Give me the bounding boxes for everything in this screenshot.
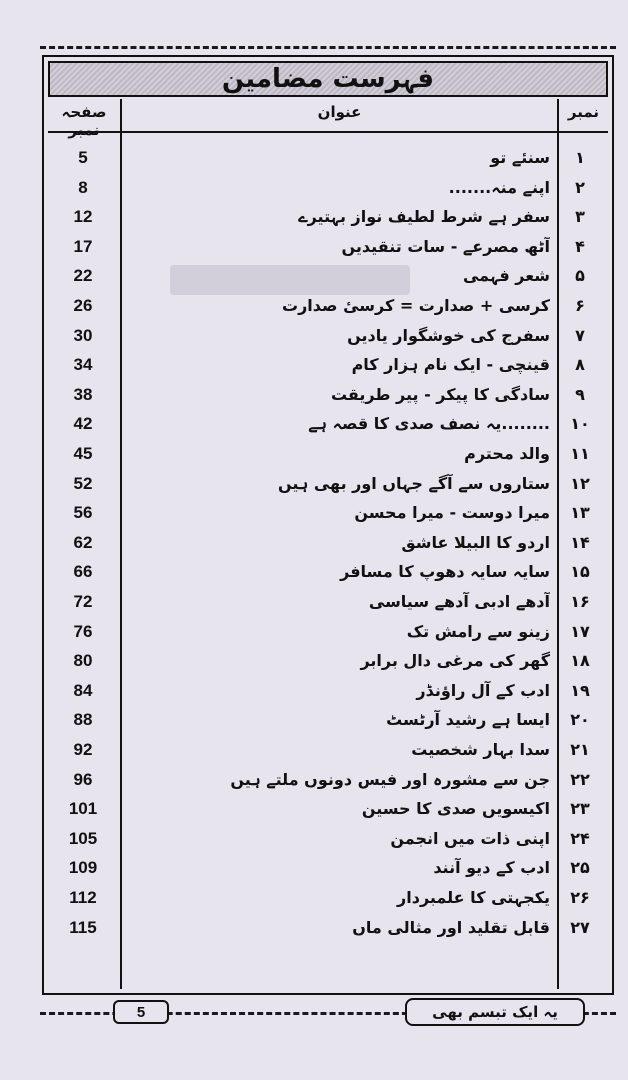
header-number: نمبر bbox=[567, 103, 600, 121]
entry-number: ۱۲ bbox=[570, 473, 590, 493]
entry-page: 5 bbox=[78, 148, 88, 167]
entry-number: ۱۵ bbox=[570, 562, 590, 582]
entry-number: ۲۲ bbox=[570, 769, 590, 789]
table-row bbox=[48, 853, 608, 882]
entry-page: 109 bbox=[68, 858, 98, 878]
entry-title: اپنے منہ....... bbox=[448, 177, 550, 197]
table-row bbox=[48, 705, 608, 734]
entry-number: ۸ bbox=[575, 355, 585, 375]
entry-number: ۳ bbox=[575, 207, 585, 227]
table-row bbox=[48, 676, 608, 705]
entry-title: سادگی کا پیکر - پیر طریقت bbox=[330, 384, 550, 404]
entry-page: 66 bbox=[73, 562, 93, 582]
entry-title: ستاروں سے آگے جہاں اور بھی ہیں bbox=[277, 473, 550, 493]
entry-number: ۱۴ bbox=[570, 532, 590, 552]
entry-page: 101 bbox=[68, 799, 98, 819]
entry-title: اکیسویں صدی کا حسین bbox=[361, 799, 550, 819]
entry-page: 42 bbox=[73, 414, 93, 434]
entry-number: ۱۱ bbox=[570, 444, 590, 463]
header-title: عنوان bbox=[317, 103, 362, 121]
entry-title: آدھے ادبی آدھے سیاسی bbox=[368, 592, 550, 611]
entry-page: 112 bbox=[69, 888, 97, 907]
entry-page: 76 bbox=[73, 621, 93, 641]
header-divider bbox=[48, 131, 608, 133]
entry-page: 105 bbox=[68, 828, 98, 848]
entry-page: 52 bbox=[73, 473, 93, 493]
faint-watermark bbox=[160, 245, 420, 315]
entry-title: گھر کی مرغی دال برابر bbox=[360, 651, 550, 671]
table-row bbox=[48, 735, 608, 764]
entry-page: 17 bbox=[73, 236, 93, 256]
entry-page: 38 bbox=[73, 384, 93, 404]
entry-number: ۲۴ bbox=[570, 828, 590, 848]
table-row bbox=[48, 469, 608, 498]
table-row bbox=[48, 321, 608, 350]
entry-number: ۶ bbox=[575, 296, 585, 315]
table-row bbox=[48, 883, 608, 912]
entry-title: سدا بہار شخصیت bbox=[411, 740, 550, 759]
table-row bbox=[48, 528, 608, 557]
entry-title: قینچی - ایک نام ہزار کام bbox=[351, 355, 550, 375]
table-row bbox=[48, 350, 608, 379]
table-row bbox=[48, 409, 608, 438]
entry-title: اردو کا البیلا عاشق bbox=[401, 532, 550, 552]
entry-page: 88 bbox=[73, 710, 93, 730]
entry-number: ۱۹ bbox=[570, 680, 590, 700]
entry-title: ادب کے دیو آنند bbox=[433, 858, 550, 878]
entry-number: ۲۷ bbox=[570, 917, 590, 937]
entry-page: 62 bbox=[73, 532, 93, 552]
entry-title: ایسا ہے رشید آرٹسٹ bbox=[386, 710, 550, 730]
table-row bbox=[48, 794, 608, 823]
entry-number: ۵ bbox=[575, 266, 585, 286]
entry-page: 96 bbox=[73, 769, 93, 789]
entry-number: ۱۰ bbox=[570, 414, 590, 434]
entry-page: 8 bbox=[78, 177, 88, 197]
entry-number: ۱ bbox=[575, 148, 585, 167]
table-row bbox=[48, 498, 608, 527]
entry-number: ۱۸ bbox=[570, 651, 590, 671]
page-title: فہرست مضامین bbox=[221, 64, 435, 94]
contents-frame bbox=[42, 55, 614, 995]
entry-title: والد محترم bbox=[464, 444, 550, 463]
entry-title: ادب کے آل راؤنڈر bbox=[416, 680, 550, 700]
table-row bbox=[48, 143, 608, 172]
table-row bbox=[48, 646, 608, 675]
title-banner bbox=[48, 61, 608, 97]
entry-title: اپنی ذات میں انجمن bbox=[390, 828, 550, 848]
entry-page: 26 bbox=[73, 296, 93, 315]
entry-number: ۱۷ bbox=[570, 621, 590, 641]
entry-page: 30 bbox=[73, 325, 93, 345]
table-row bbox=[48, 587, 608, 616]
table-row bbox=[48, 202, 608, 231]
entry-page: 12 bbox=[73, 207, 93, 227]
entry-title: قابل تقلید اور مثالی ماں bbox=[352, 917, 550, 937]
entry-page: 45 bbox=[73, 444, 93, 463]
entry-number: ۲۳ bbox=[570, 799, 590, 819]
entry-title: سنئے تو bbox=[490, 148, 550, 167]
entry-title: میرا دوست - میرا محسن bbox=[354, 503, 550, 523]
entry-title: سفر ہے شرط لطیف نواز بہتیرے bbox=[298, 207, 550, 227]
entry-page: 84 bbox=[73, 680, 93, 700]
table-row bbox=[48, 439, 608, 468]
table-row bbox=[48, 380, 608, 409]
entry-page: 115 bbox=[69, 917, 97, 937]
entry-number: ۴ bbox=[575, 236, 585, 256]
entry-title: کرسی + صدارت = کرسیٔ صدارت bbox=[282, 296, 550, 315]
entry-page: 72 bbox=[73, 592, 93, 611]
entry-number: ۲۶ bbox=[570, 888, 590, 907]
entry-number: ۲۱ bbox=[570, 740, 590, 759]
table-row bbox=[48, 557, 608, 586]
top-dashed-rule bbox=[40, 46, 616, 49]
entry-title: زینو سے رامش تک bbox=[406, 621, 550, 641]
table-row bbox=[48, 173, 608, 202]
entry-page: 22 bbox=[73, 266, 93, 286]
table-row bbox=[48, 617, 608, 646]
entry-title: ........یہ نصف صدی کا قصہ ہے bbox=[308, 414, 550, 434]
entry-page: 56 bbox=[73, 503, 93, 523]
table-row bbox=[48, 913, 608, 942]
entry-title: سفرج کی خوشگوار یادیں bbox=[347, 325, 550, 345]
book-title-badge: یہ ایک تبسم بھی bbox=[405, 998, 585, 1026]
entry-title: سایہ سایہ دھوپ کا مسافر bbox=[340, 562, 550, 582]
entry-number: ۲۰ bbox=[570, 710, 590, 730]
page-number-badge: 5 bbox=[113, 1000, 169, 1024]
entry-number: ۱۶ bbox=[570, 592, 590, 611]
entry-number: ۲۵ bbox=[570, 858, 590, 878]
entry-title: یکجہتی کا علمبردار bbox=[397, 888, 550, 907]
entry-page: 92 bbox=[73, 740, 93, 759]
table-row bbox=[48, 765, 608, 794]
entry-number: ۲ bbox=[575, 177, 585, 197]
entry-page: 80 bbox=[73, 651, 93, 671]
entry-title: آٹھ مصرعے - سات تنقیدیں bbox=[341, 236, 550, 256]
entry-number: ۷ bbox=[575, 325, 585, 345]
entry-number: ۱۳ bbox=[570, 503, 590, 523]
entry-title: جن سے مشورہ اور فیس دونوں ملتے ہیں bbox=[230, 769, 550, 789]
header-page: صفحہ نمبر bbox=[61, 103, 107, 139]
entry-number: ۹ bbox=[575, 384, 585, 404]
table-row bbox=[48, 824, 608, 853]
entry-title: شعر فہمی bbox=[462, 266, 550, 286]
entry-page: 34 bbox=[73, 355, 93, 375]
contents-table bbox=[48, 99, 608, 989]
